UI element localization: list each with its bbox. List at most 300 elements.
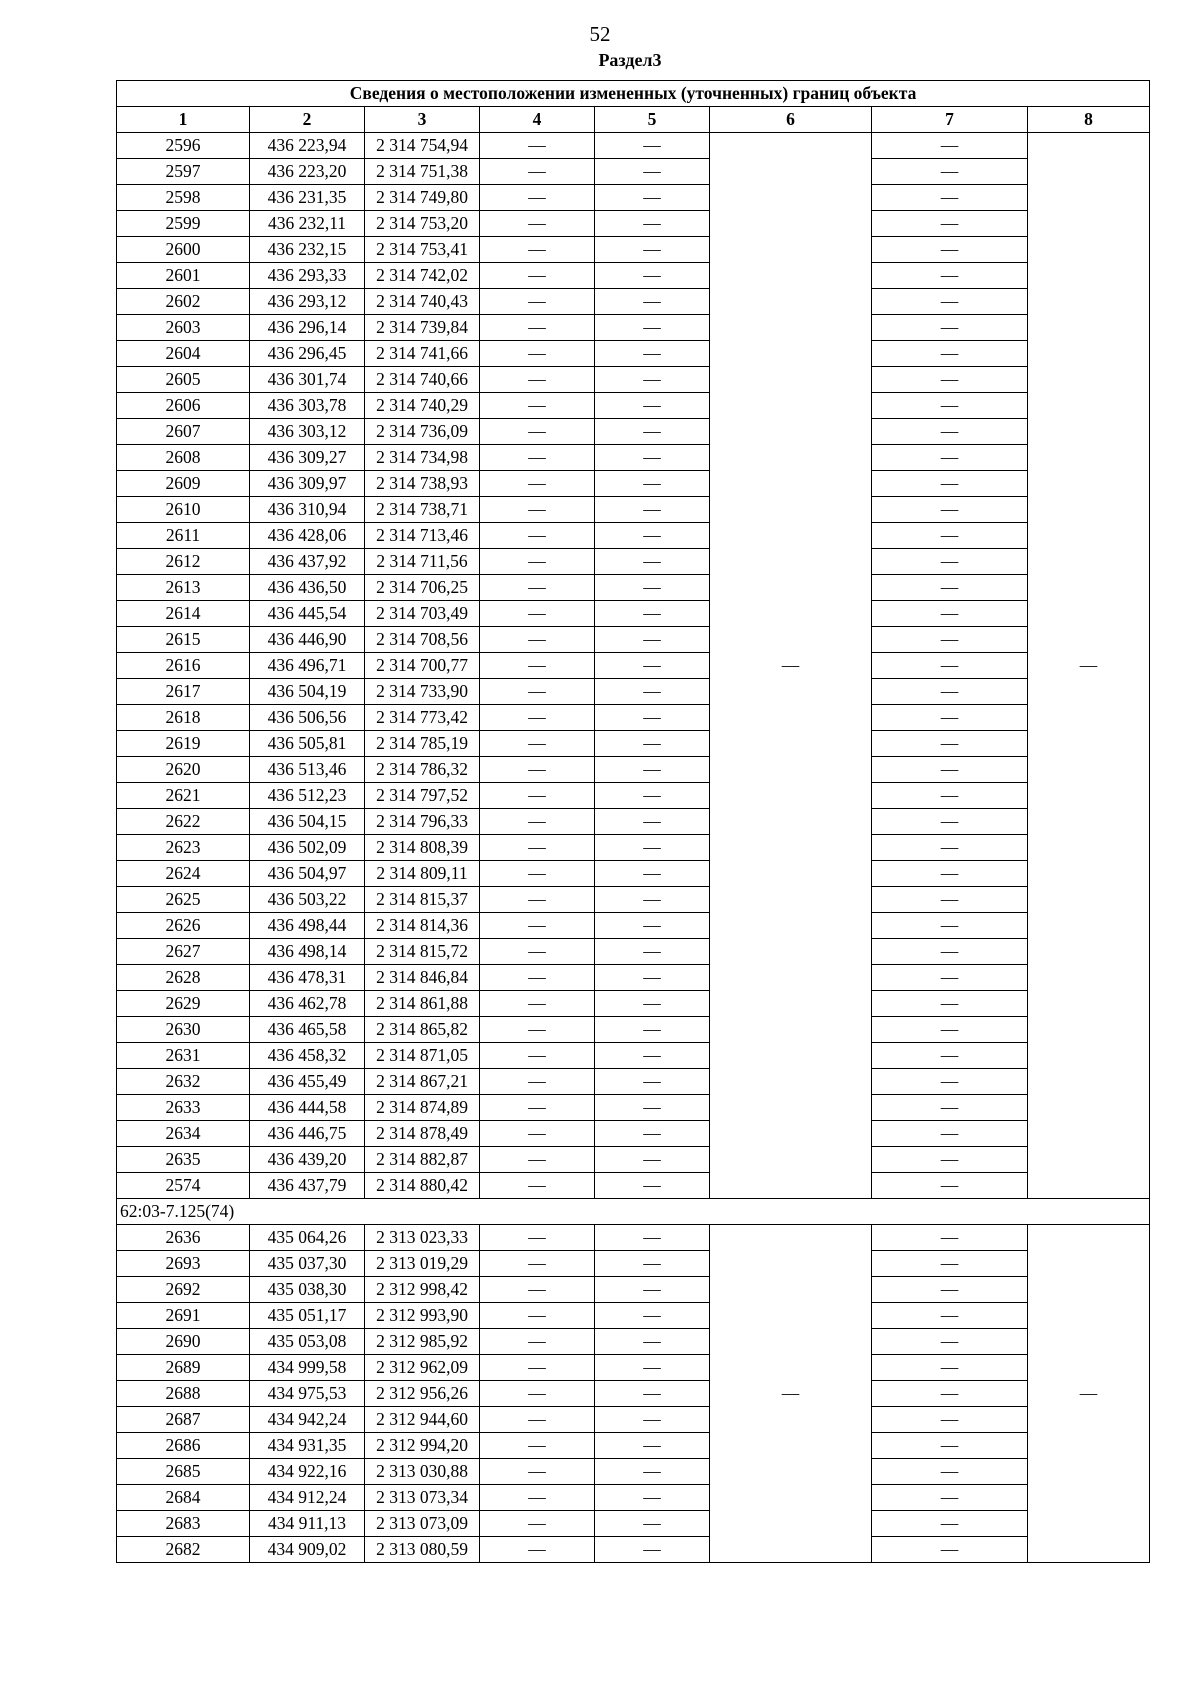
col4-value: — <box>480 1381 595 1407</box>
col5-value: — <box>595 315 710 341</box>
col7-value: — <box>872 367 1028 393</box>
col4-value: — <box>480 549 595 575</box>
table-row <box>117 1069 1150 1095</box>
coord-x: 435 064,26 <box>250 1225 365 1251</box>
coord-y: 2 314 867,21 <box>365 1069 480 1095</box>
col5-value: — <box>595 133 710 159</box>
col7-value: — <box>872 887 1028 913</box>
coord-x: 436 232,15 <box>250 237 365 263</box>
point-number: 2684 <box>117 1485 250 1511</box>
coord-y: 2 314 871,05 <box>365 1043 480 1069</box>
coord-x: 436 437,79 <box>250 1173 365 1199</box>
col7-value: — <box>872 835 1028 861</box>
col5-value: — <box>595 1043 710 1069</box>
col4-value: — <box>480 185 595 211</box>
coord-x: 436 439,20 <box>250 1147 365 1173</box>
col7-value: — <box>872 705 1028 731</box>
table-row <box>117 471 1150 497</box>
col7-value: — <box>872 445 1028 471</box>
coord-x: 434 942,24 <box>250 1407 365 1433</box>
coord-y: 2 312 944,60 <box>365 1407 480 1433</box>
point-number: 2630 <box>117 1017 250 1043</box>
col4-value: — <box>480 523 595 549</box>
col7-value: — <box>872 549 1028 575</box>
table-row <box>117 653 1150 679</box>
point-number: 2621 <box>117 783 250 809</box>
col7-value: — <box>872 1355 1028 1381</box>
col7-value: — <box>872 1173 1028 1199</box>
col4-value: — <box>480 965 595 991</box>
coord-y: 2 314 708,56 <box>365 627 480 653</box>
point-number: 2606 <box>117 393 250 419</box>
coord-y: 2 314 751,38 <box>365 159 480 185</box>
col7-value: — <box>872 1537 1028 1563</box>
col4-value: — <box>480 471 595 497</box>
point-number: 2607 <box>117 419 250 445</box>
table-row <box>117 237 1150 263</box>
col5-value: — <box>595 1459 710 1485</box>
coord-y: 2 312 985,92 <box>365 1329 480 1355</box>
col7-value: — <box>872 1381 1028 1407</box>
col4-value: — <box>480 679 595 705</box>
col5-value: — <box>595 1407 710 1433</box>
table-row <box>117 991 1150 1017</box>
coord-y: 2 314 733,90 <box>365 679 480 705</box>
coord-x: 436 296,14 <box>250 315 365 341</box>
col5-value: — <box>595 263 710 289</box>
point-number: 2611 <box>117 523 250 549</box>
col7-value: — <box>872 1017 1028 1043</box>
coord-y: 2 312 994,20 <box>365 1433 480 1459</box>
col7-value: — <box>872 1485 1028 1511</box>
coord-x: 436 223,94 <box>250 133 365 159</box>
table-caption: Сведения о местоположении измененных (уточненных) границ объекта <box>117 81 1150 107</box>
coord-x: 434 922,16 <box>250 1459 365 1485</box>
point-number: 2688 <box>117 1381 250 1407</box>
table-row <box>117 1537 1150 1563</box>
col4-value: — <box>480 653 595 679</box>
col5-value: — <box>595 341 710 367</box>
col7-value: — <box>872 263 1028 289</box>
column-header-row <box>117 107 1150 133</box>
coord-x: 436 303,12 <box>250 419 365 445</box>
col5-value: — <box>595 1069 710 1095</box>
point-number: 2596 <box>117 133 250 159</box>
table-row <box>117 263 1150 289</box>
col5-value: — <box>595 653 710 679</box>
column-header-2: 2 <box>250 107 365 133</box>
col5-value: — <box>595 185 710 211</box>
col5-value: — <box>595 1329 710 1355</box>
point-number: 2691 <box>117 1303 250 1329</box>
coord-y: 2 314 741,66 <box>365 341 480 367</box>
table-row <box>117 757 1150 783</box>
table-row <box>117 1043 1150 1069</box>
coord-y: 2 313 019,29 <box>365 1251 480 1277</box>
coord-x: 436 455,49 <box>250 1069 365 1095</box>
table-row <box>117 445 1150 471</box>
coord-y: 2 314 874,89 <box>365 1095 480 1121</box>
point-number: 2687 <box>117 1407 250 1433</box>
col4-value: — <box>480 861 595 887</box>
col7-value: — <box>872 185 1028 211</box>
coord-x: 436 446,90 <box>250 627 365 653</box>
coord-y: 2 312 998,42 <box>365 1277 480 1303</box>
col4-value: — <box>480 1511 595 1537</box>
coord-x: 436 504,15 <box>250 809 365 835</box>
col7-value: — <box>872 159 1028 185</box>
col7-value: — <box>872 1095 1028 1121</box>
point-number: 2628 <box>117 965 250 991</box>
col5-value: — <box>595 939 710 965</box>
point-number: 2616 <box>117 653 250 679</box>
col7-value: — <box>872 653 1028 679</box>
col5-value: — <box>595 757 710 783</box>
col4-value: — <box>480 1485 595 1511</box>
col4-value: — <box>480 1225 595 1251</box>
col4-value: — <box>480 835 595 861</box>
table-row <box>117 1303 1150 1329</box>
table-row <box>117 367 1150 393</box>
col7-value: — <box>872 341 1028 367</box>
column-header-8: 8 <box>1028 107 1150 133</box>
coord-x: 436 296,45 <box>250 341 365 367</box>
col4-value: — <box>480 627 595 653</box>
coord-x: 436 223,20 <box>250 159 365 185</box>
col5-value: — <box>595 1173 710 1199</box>
point-number: 2683 <box>117 1511 250 1537</box>
col7-value: — <box>872 133 1028 159</box>
point-number: 2614 <box>117 601 250 627</box>
col4-value: — <box>480 1407 595 1433</box>
col7-value: — <box>872 1329 1028 1355</box>
coord-y: 2 314 703,49 <box>365 601 480 627</box>
group-label-row <box>117 1199 1150 1225</box>
table-row <box>117 315 1150 341</box>
coord-y: 2 314 880,42 <box>365 1173 480 1199</box>
table-row <box>117 783 1150 809</box>
coord-y: 2 313 080,59 <box>365 1537 480 1563</box>
point-number: 2636 <box>117 1225 250 1251</box>
point-number: 2602 <box>117 289 250 315</box>
col4-value: — <box>480 419 595 445</box>
table-row <box>117 601 1150 627</box>
coord-x: 436 293,12 <box>250 289 365 315</box>
col7-value: — <box>872 393 1028 419</box>
point-number: 2635 <box>117 1147 250 1173</box>
col5-value: — <box>595 861 710 887</box>
table-row <box>117 679 1150 705</box>
col5-value: — <box>595 731 710 757</box>
table-row <box>117 549 1150 575</box>
coord-y: 2 314 786,32 <box>365 757 480 783</box>
col5-value: — <box>595 1251 710 1277</box>
col5-value: — <box>595 445 710 471</box>
table-row <box>117 1433 1150 1459</box>
coord-y: 2 314 738,93 <box>365 471 480 497</box>
col5-value: — <box>595 1433 710 1459</box>
coord-x: 434 975,53 <box>250 1381 365 1407</box>
col7-value: — <box>872 289 1028 315</box>
coord-x: 436 309,27 <box>250 445 365 471</box>
col4-value: — <box>480 1069 595 1095</box>
coord-y: 2 314 739,84 <box>365 315 480 341</box>
col7-value: — <box>872 783 1028 809</box>
coord-x: 436 462,78 <box>250 991 365 1017</box>
coord-x: 435 037,30 <box>250 1251 365 1277</box>
col7-value: — <box>872 575 1028 601</box>
col7-value: — <box>872 757 1028 783</box>
col4-value: — <box>480 315 595 341</box>
table-row <box>117 1355 1150 1381</box>
point-number: 2633 <box>117 1095 250 1121</box>
point-number: 2629 <box>117 991 250 1017</box>
col7-value: — <box>872 1407 1028 1433</box>
table-row <box>117 1017 1150 1043</box>
point-number: 2682 <box>117 1537 250 1563</box>
coord-x: 436 301,74 <box>250 367 365 393</box>
coord-x: 436 465,58 <box>250 1017 365 1043</box>
col5-value: — <box>595 211 710 237</box>
coord-y: 2 314 809,11 <box>365 861 480 887</box>
table-body <box>117 133 1150 1563</box>
table-row <box>117 1251 1150 1277</box>
point-number: 2627 <box>117 939 250 965</box>
col5-value: — <box>595 1511 710 1537</box>
coord-x: 436 506,56 <box>250 705 365 731</box>
point-number: 2609 <box>117 471 250 497</box>
coord-x: 436 512,23 <box>250 783 365 809</box>
coord-x: 436 498,14 <box>250 939 365 965</box>
col5-value: — <box>595 523 710 549</box>
coord-x: 436 231,35 <box>250 185 365 211</box>
col7-value: — <box>872 679 1028 705</box>
coord-y: 2 314 878,49 <box>365 1121 480 1147</box>
col7-value: — <box>872 1277 1028 1303</box>
col4-value: — <box>480 887 595 913</box>
col5-value: — <box>595 159 710 185</box>
coord-y: 2 314 700,77 <box>365 653 480 679</box>
point-number: 2613 <box>117 575 250 601</box>
point-number: 2623 <box>117 835 250 861</box>
table-row <box>117 939 1150 965</box>
col8-merged-value: — <box>1028 1225 1150 1563</box>
coord-x: 435 038,30 <box>250 1277 365 1303</box>
col5-value: — <box>595 1355 710 1381</box>
col5-value: — <box>595 1017 710 1043</box>
point-number: 2689 <box>117 1355 250 1381</box>
coord-x: 434 911,13 <box>250 1511 365 1537</box>
col5-value: — <box>595 809 710 835</box>
col4-value: — <box>480 1043 595 1069</box>
col7-value: — <box>872 1459 1028 1485</box>
col5-value: — <box>595 1095 710 1121</box>
point-number: 2622 <box>117 809 250 835</box>
col5-value: — <box>595 965 710 991</box>
coord-x: 436 436,50 <box>250 575 365 601</box>
point-number: 2620 <box>117 757 250 783</box>
col5-value: — <box>595 1277 710 1303</box>
col7-value: — <box>872 1303 1028 1329</box>
col7-value: — <box>872 731 1028 757</box>
col7-value: — <box>872 237 1028 263</box>
col4-value: — <box>480 133 595 159</box>
coord-y: 2 314 846,84 <box>365 965 480 991</box>
table-row <box>117 835 1150 861</box>
coord-x: 436 502,09 <box>250 835 365 861</box>
coord-y: 2 314 742,02 <box>365 263 480 289</box>
coord-y: 2 314 753,20 <box>365 211 480 237</box>
col4-value: — <box>480 731 595 757</box>
coord-y: 2 314 706,25 <box>365 575 480 601</box>
table-row <box>117 575 1150 601</box>
col4-value: — <box>480 1537 595 1563</box>
point-number: 2597 <box>117 159 250 185</box>
col5-value: — <box>595 705 710 731</box>
coord-y: 2 314 796,33 <box>365 809 480 835</box>
cadastral-number: 62:03-7.125(74) <box>117 1199 1150 1225</box>
coord-y: 2 314 740,66 <box>365 367 480 393</box>
table-row <box>117 1459 1150 1485</box>
col4-value: — <box>480 1303 595 1329</box>
table-row <box>117 419 1150 445</box>
col4-value: — <box>480 705 595 731</box>
col4-value: — <box>480 939 595 965</box>
col5-value: — <box>595 835 710 861</box>
table-row <box>117 1407 1150 1433</box>
table-row <box>117 1225 1150 1251</box>
table-row <box>117 913 1150 939</box>
section-title: Раздел3 <box>598 50 662 70</box>
coord-y: 2 313 030,88 <box>365 1459 480 1485</box>
coord-x: 436 446,75 <box>250 1121 365 1147</box>
coord-y: 2 314 808,39 <box>365 835 480 861</box>
point-number: 2690 <box>117 1329 250 1355</box>
coord-x: 436 310,94 <box>250 497 365 523</box>
col5-value: — <box>595 289 710 315</box>
col4-value: — <box>480 757 595 783</box>
coord-x: 436 503,22 <box>250 887 365 913</box>
col5-value: — <box>595 991 710 1017</box>
table-row <box>117 393 1150 419</box>
table-row <box>117 185 1150 211</box>
col5-value: — <box>595 1485 710 1511</box>
point-number: 2612 <box>117 549 250 575</box>
col5-value: — <box>595 1121 710 1147</box>
coord-x: 436 309,97 <box>250 471 365 497</box>
table-row <box>117 705 1150 731</box>
coord-y: 2 314 797,52 <box>365 783 480 809</box>
col4-value: — <box>480 367 595 393</box>
col7-value: — <box>872 1121 1028 1147</box>
col7-value: — <box>872 627 1028 653</box>
coord-x: 434 931,35 <box>250 1433 365 1459</box>
coord-y: 2 312 993,90 <box>365 1303 480 1329</box>
col4-value: — <box>480 1121 595 1147</box>
table-row <box>117 861 1150 887</box>
coord-y: 2 312 956,26 <box>365 1381 480 1407</box>
coord-y: 2 314 785,19 <box>365 731 480 757</box>
table-row <box>117 1173 1150 1199</box>
table-row <box>117 1121 1150 1147</box>
table-row <box>117 1095 1150 1121</box>
point-number: 2608 <box>117 445 250 471</box>
col5-value: — <box>595 679 710 705</box>
col4-value: — <box>480 809 595 835</box>
coordinates-table <box>116 80 1150 1563</box>
col5-value: — <box>595 1381 710 1407</box>
col5-value: — <box>595 393 710 419</box>
coord-x: 434 912,24 <box>250 1485 365 1511</box>
col4-value: — <box>480 211 595 237</box>
table-row <box>117 211 1150 237</box>
coord-y: 2 314 734,98 <box>365 445 480 471</box>
coord-y: 2 314 740,29 <box>365 393 480 419</box>
point-number: 2603 <box>117 315 250 341</box>
coord-y: 2 313 073,09 <box>365 1511 480 1537</box>
point-number: 2598 <box>117 185 250 211</box>
col5-value: — <box>595 237 710 263</box>
col7-value: — <box>872 1251 1028 1277</box>
table-row <box>117 965 1150 991</box>
coord-x: 436 504,97 <box>250 861 365 887</box>
col4-value: — <box>480 783 595 809</box>
coord-y: 2 314 711,56 <box>365 549 480 575</box>
col4-value: — <box>480 601 595 627</box>
table-row <box>117 289 1150 315</box>
col5-value: — <box>595 549 710 575</box>
table-row <box>117 887 1150 913</box>
col5-value: — <box>595 1225 710 1251</box>
col6-merged-value: — <box>710 1225 872 1563</box>
col4-value: — <box>480 1017 595 1043</box>
col7-value: — <box>872 913 1028 939</box>
coord-y: 2 314 753,41 <box>365 237 480 263</box>
col4-value: — <box>480 393 595 419</box>
coord-y: 2 312 962,09 <box>365 1355 480 1381</box>
table-row <box>117 1147 1150 1173</box>
col6-merged-value: — <box>710 133 872 1199</box>
coord-x: 436 428,06 <box>250 523 365 549</box>
column-header-1: 1 <box>117 107 250 133</box>
col7-value: — <box>872 211 1028 237</box>
col4-value: — <box>480 913 595 939</box>
col5-value: — <box>595 627 710 653</box>
coord-y: 2 314 865,82 <box>365 1017 480 1043</box>
coord-y: 2 314 814,36 <box>365 913 480 939</box>
col7-value: — <box>872 1043 1028 1069</box>
table-row <box>117 523 1150 549</box>
coord-y: 2 314 773,42 <box>365 705 480 731</box>
col5-value: — <box>595 1303 710 1329</box>
point-number: 2634 <box>117 1121 250 1147</box>
col5-value: — <box>595 575 710 601</box>
col4-value: — <box>480 575 595 601</box>
col4-value: — <box>480 991 595 1017</box>
col4-value: — <box>480 159 595 185</box>
column-header-7: 7 <box>872 107 1028 133</box>
col5-value: — <box>595 367 710 393</box>
coord-y: 2 313 073,34 <box>365 1485 480 1511</box>
coord-y: 2 314 736,09 <box>365 419 480 445</box>
point-number: 2618 <box>117 705 250 731</box>
col4-value: — <box>480 1277 595 1303</box>
col7-value: — <box>872 471 1028 497</box>
point-number: 2615 <box>117 627 250 653</box>
col7-value: — <box>872 991 1028 1017</box>
point-number: 2601 <box>117 263 250 289</box>
coord-x: 436 303,78 <box>250 393 365 419</box>
